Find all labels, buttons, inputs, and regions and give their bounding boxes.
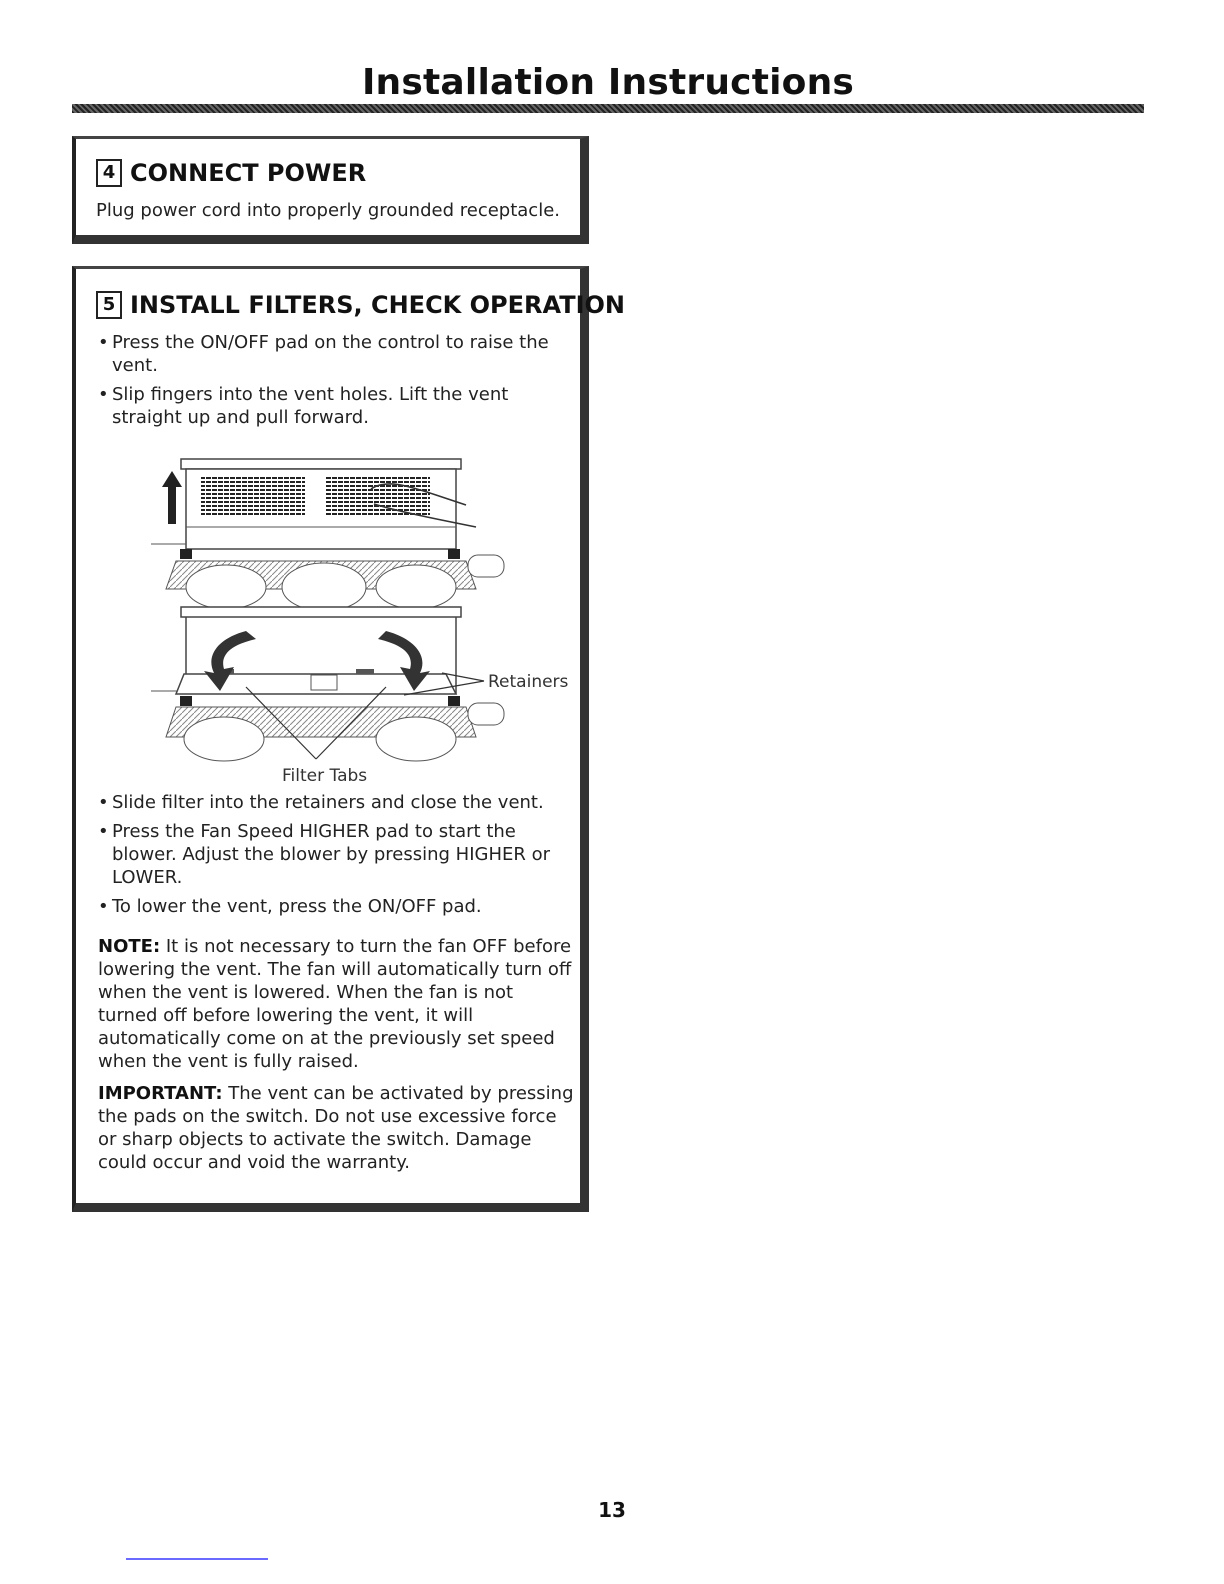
instructions-list-top	[98, 331, 568, 435]
step-number-5: 5	[96, 291, 122, 319]
connect-power-title: CONNECT POWER	[130, 159, 367, 187]
important-text: The vent can be activated by pressing the pads on the switch. Do not use excessive force or sharp objects to activate the switch. Damage could occur and void the warranty.	[98, 1083, 574, 1173]
list-item: • Slide filter into the retainers and close the vent.	[98, 791, 568, 814]
connect-power-section	[72, 136, 589, 244]
list-item: • Press the ON/OFF pad on the control to raise the vent.	[98, 331, 568, 377]
notes-block	[98, 935, 576, 1183]
note-paragraph	[98, 935, 576, 1073]
list-item: • To lower the vent, press the ON/OFF pad.	[98, 895, 568, 918]
note-label: NOTE:	[98, 936, 161, 957]
list-item: • Press the Fan Speed HIGHER pad to start the blower. Adjust the blower by pressing HIGHER or LOWER.	[98, 820, 568, 889]
install-filters-heading	[96, 291, 625, 319]
important-paragraph	[98, 1082, 576, 1174]
connect-power-text: Plug power cord into properly grounded receptacle.	[96, 200, 560, 221]
install-filters-title: INSTALL FILTERS, CHECK OPERATION	[130, 291, 625, 319]
vent-filter-illustration	[146, 449, 569, 789]
step-number-4: 4	[96, 159, 122, 187]
connect-power-heading	[96, 159, 366, 187]
raised-vent-diagram	[151, 459, 504, 611]
footer-link-underline	[126, 1558, 268, 1560]
page-number: 13	[598, 1498, 626, 1522]
filter-tabs-label: Filter Tabs	[282, 766, 368, 786]
retainers-label: Retainers	[488, 672, 569, 692]
list-item: • Slip fingers into the vent holes. Lift the vent straight up and pull forward.	[98, 383, 568, 429]
note-text: It is not necessary to turn the fan OFF before lowering the vent. The fan will automatically turn off when the vent is lowered. When the fan is not turned off before lowering the vent, it will automatically come on at the previously set speed when the vent is fully raised.	[98, 936, 572, 1072]
filter-install-diagram	[151, 607, 569, 786]
title-rule	[72, 104, 1144, 113]
install-filters-section	[72, 266, 625, 1212]
page-title: Installation Instructions	[361, 62, 855, 103]
important-label: IMPORTANT:	[98, 1083, 223, 1104]
instructions-list-bottom	[98, 791, 568, 924]
